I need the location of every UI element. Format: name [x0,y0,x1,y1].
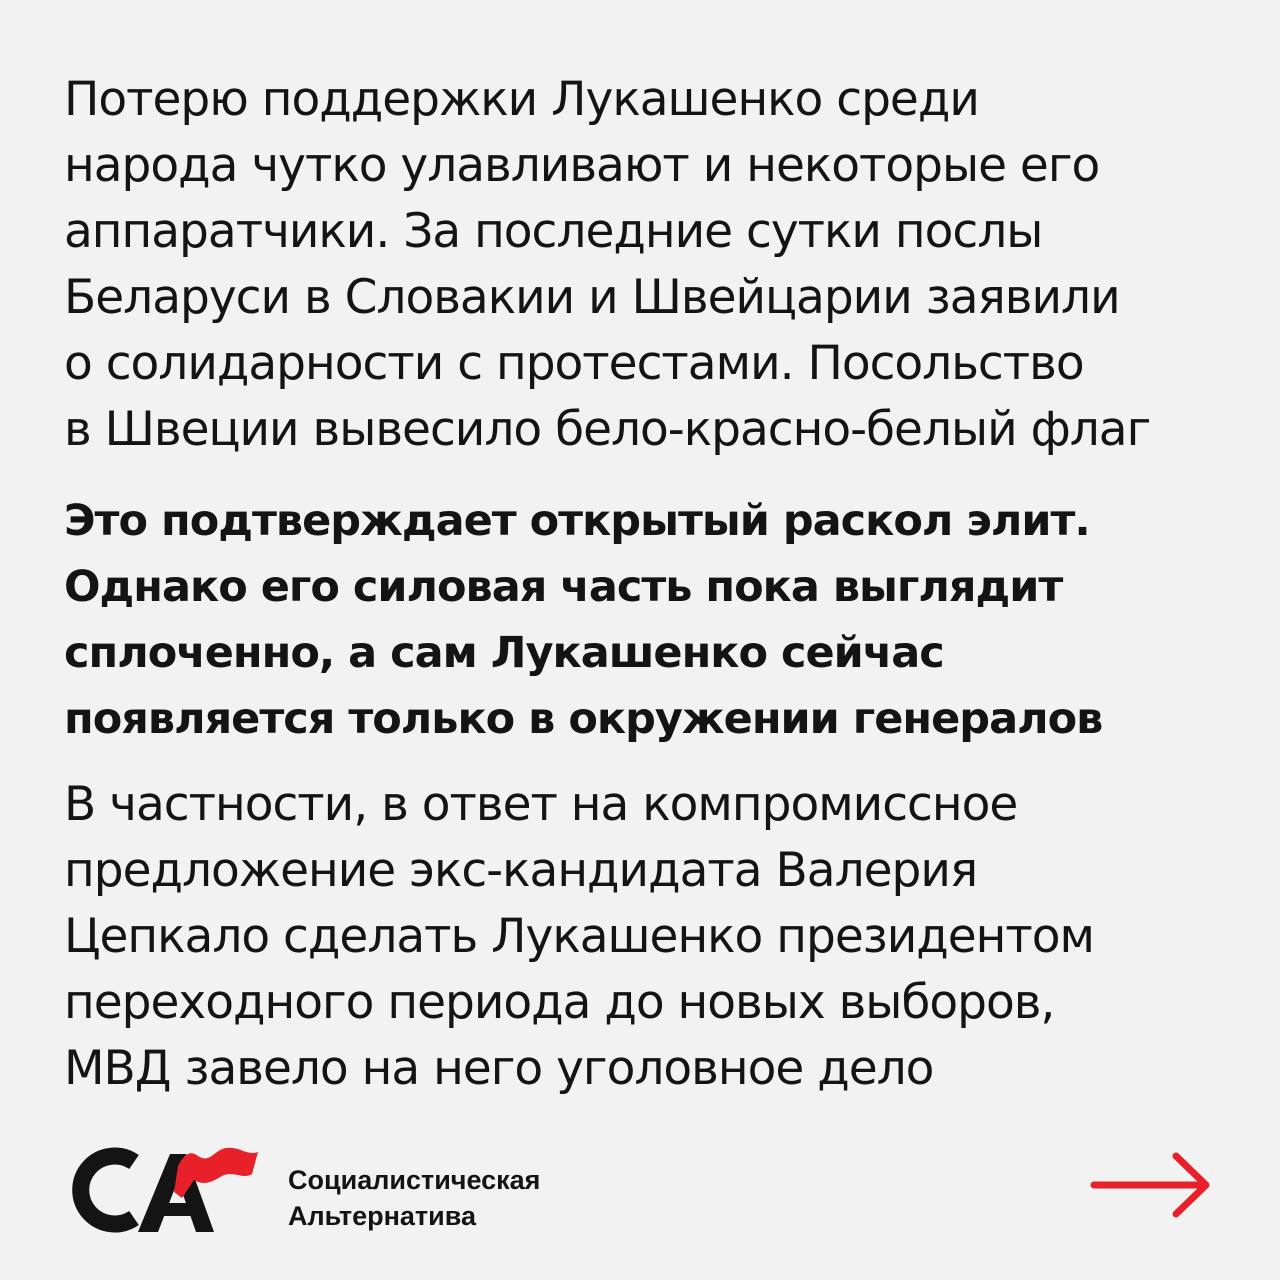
text-line: народа чутко улавливают и некоторые его [64,138,1100,193]
flag-icon [174,1148,258,1198]
text-line: Однако его силовая часть пока выглядит [64,562,1063,612]
text-line: о солидарности с протестами. Посольство [64,336,1084,391]
paragraph-1 [64,67,1150,463]
text-line: сплоченно, а сам Лукашенко сейчас [64,628,944,678]
text-line: В частности, в ответ на компромиссное [64,777,1018,832]
text-line: Это подтверждает открытый раскол элит. [64,496,1090,546]
paragraph-2-highlight [64,488,1102,752]
sa-logo [64,1140,264,1240]
text-line: Потерю поддержки Лукашенко среди [64,72,979,127]
text-line: предложение экс-кандидата Валерия [64,843,978,898]
text-line: МВД завело на него уголовное дело [64,1041,934,1096]
text-line: переходного периода до новых выборов, [64,975,1055,1030]
text-line: появляется только в окружении генералов [64,694,1103,744]
arrow-right-icon[interactable] [1090,1150,1215,1220]
text-line: в Швеции вывесило бело-красно-белый флаг [64,402,1151,457]
brand-line-1: Социалистическая [288,1165,541,1195]
text-line: Беларуси в Словакии и Швейцарии заявили [64,270,1120,325]
text-line: аппаратчики. За последние сутки послы [64,204,1043,259]
paragraph-3 [64,772,1094,1102]
text-line: Цепкало сделать Лукашенко президентом [64,909,1095,964]
logo-letter-c [81,1156,134,1224]
brand-name [288,1162,540,1234]
brand-line-2: Альтернатива [288,1201,477,1231]
